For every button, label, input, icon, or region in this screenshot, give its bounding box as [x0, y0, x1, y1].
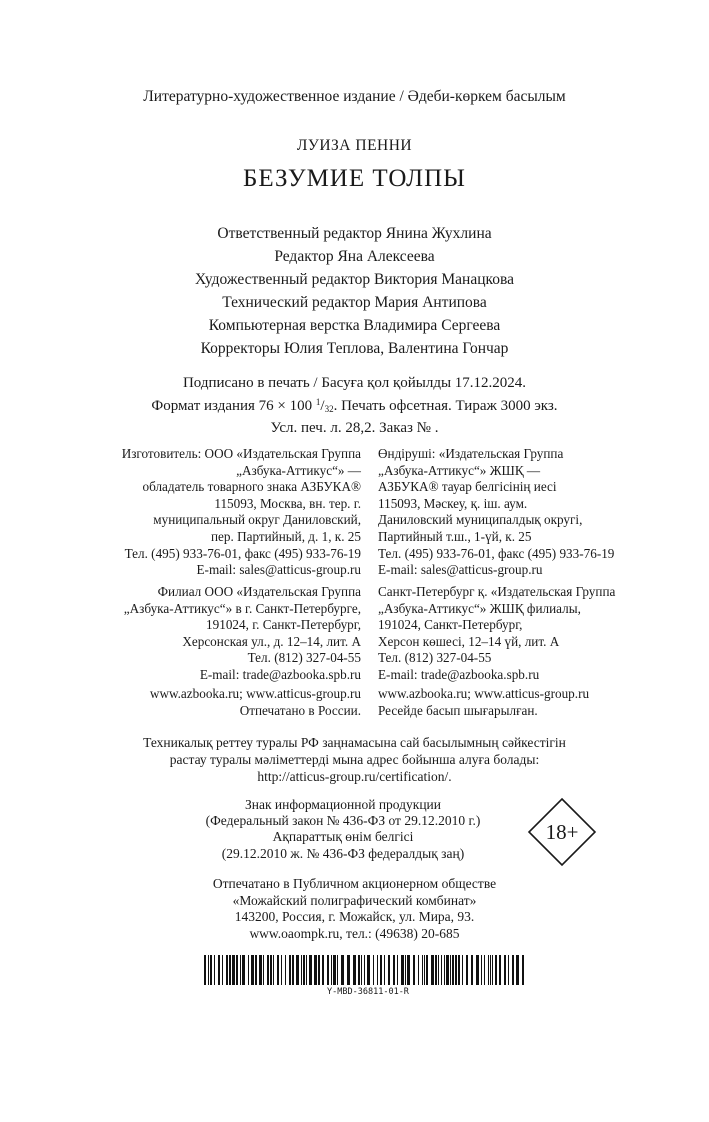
- barcode-bar: [452, 955, 454, 985]
- printer-info: [0, 876, 709, 942]
- barcode-bar: [218, 955, 220, 985]
- barcode-bar: [327, 955, 329, 985]
- barcode-bar: [481, 955, 482, 985]
- text-line: АЗБУКА® тауар белгісінің иесі: [378, 479, 557, 495]
- barcode-bar: [455, 955, 457, 985]
- barcode-bar: [263, 955, 264, 985]
- text-line: Партийный т.ш., 1-үй, к. 25: [378, 528, 532, 544]
- text-line: Санкт-Петербург қ. «Издательская Группа: [378, 584, 616, 599]
- text-line: растау туралы мәліметтерді мына адрес бойынша алуға болады:: [169, 751, 540, 767]
- barcode-bar: [418, 955, 419, 985]
- printing-details: [0, 374, 709, 438]
- credit-line: Ответственный редактор Янина Жухлина: [217, 225, 492, 242]
- barcode-bar: [296, 955, 299, 985]
- barcode-bar: [492, 955, 493, 985]
- barcode-bar: [466, 955, 468, 985]
- websites: www.azbooka.ru; www.atticus-group.ru: [149, 686, 361, 701]
- barcode-bar: [431, 955, 434, 985]
- barcode-bar: [380, 955, 382, 985]
- printed-in: Отпечатано в России.: [239, 702, 361, 718]
- text-line: «Можайский полиграфический комбинат»: [232, 892, 477, 908]
- text-line: E-mail: trade@azbooka.spb.ru: [378, 666, 540, 682]
- text-line: Филиал ООО «Издательская Группа: [157, 584, 361, 599]
- barcode-bar: [476, 955, 479, 985]
- barcode-bar: [259, 955, 262, 985]
- text-line: „Азбука-Аттикус“» ЖШҚ —: [378, 462, 541, 478]
- barcode-bar: [495, 955, 497, 985]
- barcode-bar: [267, 955, 269, 985]
- barcode-bar: [422, 955, 423, 985]
- text-line: Тел. (495) 933-76-01, факс (495) 933-76-19: [378, 545, 615, 561]
- barcode-bar: [314, 955, 317, 985]
- barcode-bar: [281, 955, 282, 985]
- barcode-bar: [364, 955, 365, 985]
- text-line: Өндіруші: «Издательская Группа: [378, 446, 564, 461]
- text-line: 191024, Санкт-Петербург,: [378, 617, 523, 633]
- barcode-bar: [458, 955, 460, 985]
- printed-in: Ресейде басып шығарылған.: [378, 702, 538, 718]
- text-line: Херсон көшесі, 12–14 үй, лит. А: [378, 633, 560, 649]
- barcode-bar: [384, 955, 385, 985]
- text-line: Даниловский муниципалдық округі,: [378, 512, 583, 528]
- age-rating-text: 18+: [545, 820, 579, 844]
- age-rating-badge: [527, 797, 597, 867]
- barcode-bar: [490, 955, 491, 985]
- publication-type: Литературно-художественное издание / Әдеби-көркем басылым: [143, 88, 566, 105]
- barcode-bar: [435, 955, 437, 985]
- barcode-bar: [242, 955, 245, 985]
- text-line: 115093, Мәскеу, қ. іш. аум.: [378, 495, 528, 511]
- barcode-bar: [462, 955, 463, 985]
- barcode-bar: [248, 955, 249, 985]
- barcode-bar: [504, 955, 506, 985]
- web-kz: [378, 686, 589, 719]
- text-line: http://atticus-group.ru/certification/.: [257, 768, 452, 784]
- barcode-bar: [388, 955, 390, 985]
- barcode-bar: [255, 955, 257, 985]
- text-line: (29.12.2010 ж. № 436-ФЗ федералдық заң): [221, 845, 465, 861]
- book-author: ЛУИЗА ПЕННИ: [296, 137, 413, 154]
- text-line: Изготовитель: ООО «Издательская Группа: [121, 446, 361, 461]
- credit-line: Компьютерная верстка Владимира Сергеева: [208, 317, 501, 334]
- edition-format: [0, 393, 709, 419]
- barcode-bar: [361, 955, 362, 985]
- barcode-bar: [446, 955, 449, 985]
- barcode-bar: [229, 955, 231, 985]
- certification-note: [0, 735, 709, 785]
- barcode-bar: [214, 955, 215, 985]
- barcode-bar: [424, 955, 425, 985]
- barcode-bar: [353, 955, 356, 985]
- barcode-bar: [358, 955, 360, 985]
- signed-date: Подписано в печать / Басуға қол қойылды 17.12.2024.: [182, 375, 527, 391]
- information-product-mark: [168, 797, 518, 862]
- text-line: 143200, Россия, г. Можайск, ул. Мира, 93.: [234, 909, 475, 925]
- barcode-bar: [522, 955, 524, 985]
- format-suffix: . Печать офсетная. Тираж 3000 экз.: [333, 398, 558, 414]
- barcode-bar: [499, 955, 501, 985]
- barcode-bar: [226, 955, 228, 985]
- barcode-bar: [508, 955, 509, 985]
- manufacturer-ru: [122, 446, 361, 579]
- barcode-bar: [407, 955, 410, 985]
- manufacturer-kz: [378, 446, 614, 579]
- barcode-bar: [309, 955, 312, 985]
- text-line: Тел. (495) 933-76-01, факс (495) 933-76-19: [124, 545, 361, 561]
- barcode-bar: [438, 955, 439, 985]
- branch-ru: [124, 584, 361, 684]
- barcode-bar: [450, 955, 451, 985]
- fraction-slash: /: [320, 398, 325, 414]
- barcode-bar: [333, 955, 336, 985]
- text-line: 191024, г. Санкт-Петербург,: [206, 617, 361, 633]
- websites: www.azbooka.ru; www.atticus-group.ru: [378, 686, 590, 701]
- text-line: 115093, Москва, вн. тер. г.: [214, 495, 361, 511]
- barcode-bar: [516, 955, 519, 985]
- text-line: (Федеральный закон № 436-ФЗ от 29.12.2010 г.): [205, 813, 481, 829]
- text-line: Ақпараттық өнім белгісі: [272, 829, 414, 845]
- barcode-bar: [208, 955, 209, 985]
- barcode-bar: [397, 955, 398, 985]
- text-line: „Азбука-Аттикус“» —: [236, 462, 361, 478]
- barcode-bar: [413, 955, 415, 985]
- text-line: муниципальный округ Даниловский,: [153, 512, 361, 528]
- barcode-bar: [488, 955, 489, 985]
- barcode-number: Y-MBD-36811-01-R: [327, 987, 409, 997]
- barcode-bar: [441, 955, 442, 985]
- barcode-bar: [236, 955, 238, 985]
- barcode-bar: [512, 955, 514, 985]
- barcode-bar: [405, 955, 406, 985]
- barcode-bar: [484, 955, 485, 985]
- format-numerator: 1: [315, 397, 321, 407]
- barcode-bar: [322, 955, 324, 985]
- book-title: БЕЗУМИЕ ТОЛПЫ: [243, 165, 466, 192]
- barcode-bar: [373, 955, 374, 985]
- barcode-bar: [273, 955, 274, 985]
- print-sheets: Усл. печ. л. 28,2. Заказ № .: [270, 420, 439, 436]
- barcode-bar: [303, 955, 305, 985]
- text-line: Техникалық реттеу туралы РФ заңнамасына сай басылымның сәйкестігін: [143, 735, 566, 750]
- barcode-bar: [289, 955, 291, 985]
- text-line: „Азбука-Аттикус“» в г. Санкт-Петербурге,: [123, 600, 361, 616]
- text-line: E-mail: sales@atticus-group.ru: [378, 562, 543, 578]
- barcode-bars: [204, 955, 524, 985]
- barcode-bar: [426, 955, 428, 985]
- barcode-bar: [306, 955, 307, 985]
- text-line: Отпечатано в Публичном акционерном обществе: [212, 876, 497, 891]
- barcode-bar: [331, 955, 332, 985]
- barcode-bar: [401, 955, 404, 985]
- barcode-bar: [210, 955, 212, 985]
- barcode-bar: [204, 955, 206, 985]
- barcode-bar: [471, 955, 473, 985]
- branch-kz: [378, 584, 615, 684]
- text-line: пер. Партийный, д. 1, к. 25: [210, 528, 361, 544]
- barcode-bar: [277, 955, 279, 985]
- barcode-bar: [377, 955, 378, 985]
- format-denominator: 32: [324, 404, 334, 414]
- barcode-bar: [341, 955, 344, 985]
- text-line: Тел. (812) 327-04-55: [378, 650, 492, 666]
- web-ru: [150, 686, 361, 719]
- barcode-bar: [240, 955, 241, 985]
- barcode-bar: [251, 955, 254, 985]
- barcode-bar: [292, 955, 294, 985]
- credit-line: Технический редактор Мария Антипова: [222, 294, 487, 311]
- barcode-bar: [367, 955, 370, 985]
- text-line: E-mail: trade@azbooka.spb.ru: [199, 666, 361, 682]
- barcode-bar: [222, 955, 223, 985]
- text-line: Тел. (812) 327-04-55: [247, 650, 361, 666]
- credit-line: Редактор Яна Алексеева: [274, 248, 435, 265]
- text-line: www.oaompk.ru, тел.: (49638) 20-685: [249, 925, 460, 941]
- barcode-bar: [301, 955, 302, 985]
- text-line: обладатель товарного знака АЗБУКА®: [142, 479, 361, 495]
- format-prefix: Формат издания 76 × 100: [151, 398, 316, 414]
- barcode-bar: [393, 955, 395, 985]
- barcode-bar: [285, 955, 286, 985]
- barcode-bar: [232, 955, 235, 985]
- credit-line: Корректоры Юлия Теплова, Валентина Гончар: [200, 340, 509, 357]
- editorial-credits: [0, 222, 709, 360]
- text-line: Херсонская ул., д. 12–14, лит. А: [182, 633, 361, 649]
- barcode: [204, 955, 530, 985]
- barcode-bar: [318, 955, 320, 985]
- text-line: Знак информационной продукции: [244, 797, 442, 812]
- credit-line: Художественный редактор Виктория Манацкова: [195, 271, 514, 288]
- barcode-bar: [347, 955, 350, 985]
- barcode-bar: [444, 955, 445, 985]
- text-line: „Азбука-Аттикус“» ЖШҚ филиалы,: [378, 600, 581, 616]
- barcode-bar: [337, 955, 338, 985]
- text-line: E-mail: sales@atticus-group.ru: [196, 562, 361, 578]
- barcode-bar: [270, 955, 272, 985]
